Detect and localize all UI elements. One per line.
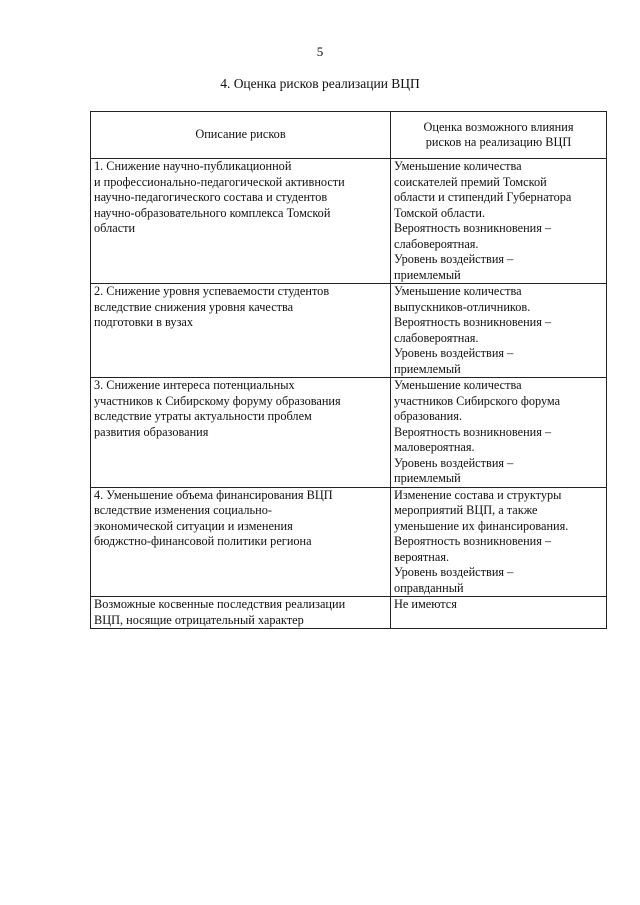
section-title: 4. Оценка рисков реализации ВЦП bbox=[220, 76, 420, 91]
table-row bbox=[91, 159, 607, 284]
table-row bbox=[91, 284, 607, 378]
risk-description-cell: 3. Снижение интереса потенциальных участников к Сибирскому форуму образования вследствие утраты актуальности проблем развития образования bbox=[91, 378, 391, 488]
table-row bbox=[91, 378, 607, 488]
risk-description-cell: 1. Снижение научно-публикационной и профессионально-педагогической активности научно-педагогического состава и студентов научно-образовательного комплекса Томской области bbox=[91, 159, 391, 284]
table-row bbox=[91, 487, 607, 597]
risk-description-cell: 2. Снижение уровня успеваемости студентов вследствие снижения уровня качества подготовки в вузах bbox=[91, 284, 391, 378]
risk-description-cell: 4. Уменьшение объема финансирования ВЦП вследствие изменения социально- экономической ситуации и изменения бюджстно-финансовой политики региона bbox=[91, 487, 391, 597]
impact-assessment-cell: Уменьшение количества соискателей премий Томской области и стипендий Губернатора Томской области. Вероятность возникновения – слабовероятная. Уровень воздействия – приемлемый bbox=[391, 159, 607, 284]
impact-assessment-cell: Уменьшение количества выпускников-отличников. Вероятность возникновения – слабовероятная. Уровень воздействия – приемлемый bbox=[391, 284, 607, 378]
page-number: 5 bbox=[316, 44, 324, 59]
impact-assessment-cell: Уменьшение количества участников Сибирского форума образования. Вероятность возникновения – маловероятная. Уровень воздействия – приемлемый bbox=[391, 378, 607, 488]
table-row bbox=[91, 597, 607, 629]
header-impact-assessment: Оценка возможного влияния рисков на реализацию ВЦП bbox=[391, 112, 607, 159]
impact-assessment-cell: Изменение состава и структуры мероприятий ВЦП, а также уменьшение их финансирования. Вероятность возникновения – вероятная. Уровень воздействия – оправданный bbox=[391, 487, 607, 597]
header-risk-description: Описание рисков bbox=[91, 112, 391, 159]
risk-description-cell: Возможные косвенные последствия реализации ВЦП, носящие отрицательный характер bbox=[91, 597, 391, 629]
impact-assessment-cell: Не имеются bbox=[391, 597, 607, 629]
risk-assessment-table bbox=[90, 111, 607, 629]
table-header-row bbox=[91, 112, 607, 159]
